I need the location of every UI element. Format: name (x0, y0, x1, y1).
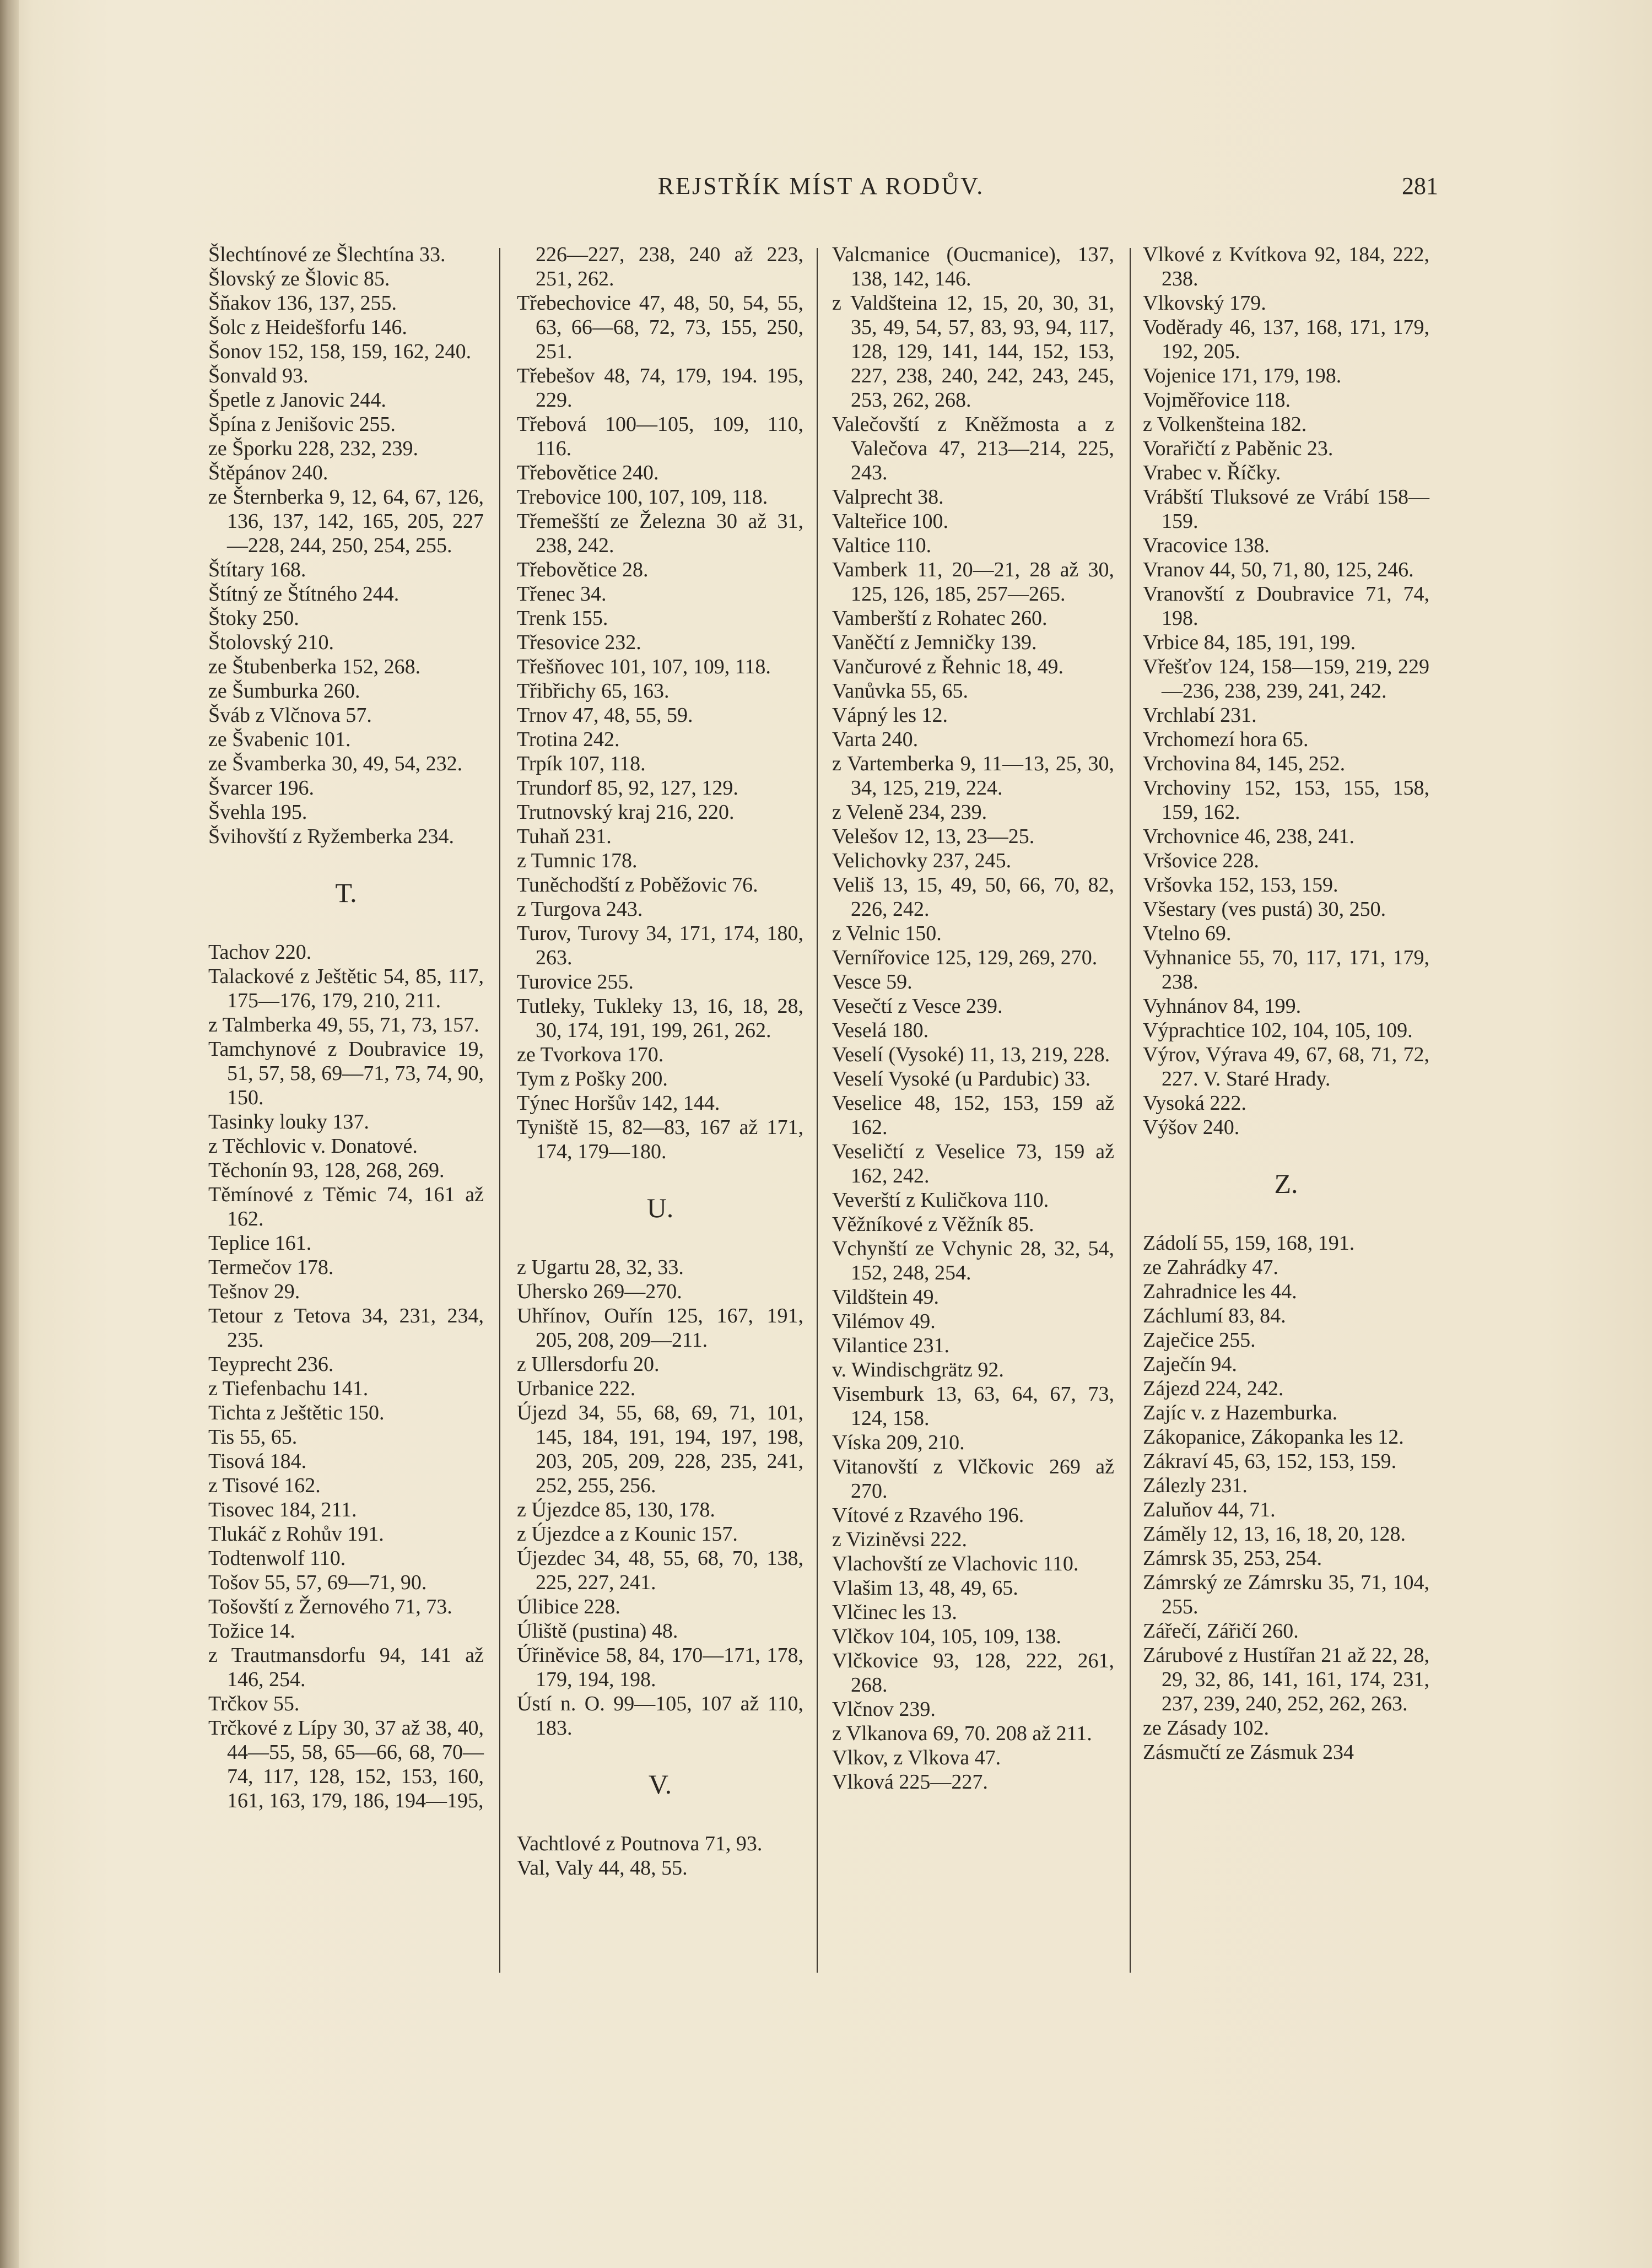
index-entry: Tis 55, 65. (208, 1425, 298, 1449)
index-entry: Vaněčtí z Jemničky 139. (832, 631, 1037, 654)
index-entry: Vorařičtí z Paběnic 23. (1143, 437, 1334, 460)
page-number: 281 (1402, 172, 1438, 199)
index-entry: Vřešťov 124, 158—159, 219, 229—236, 238, 239, 241, 242. (1143, 655, 1429, 703)
index-entry: Tichta z Ještětic 150. (208, 1401, 385, 1424)
index-entry: z Volkenšteina 182. (1143, 413, 1307, 436)
index-entry: z Vartemberka 9, 11—13, 25, 30, 34, 125, 219, 224. (832, 752, 1114, 800)
index-entry: Zaječín 94. (1143, 1353, 1237, 1376)
index-entry: Věžníkové z Věžník 85. (832, 1213, 1034, 1236)
index-entry: Veverští z Kuličkova 110. (832, 1189, 1049, 1212)
index-entry: Těmínové z Těmic 74, 161 až 162. (208, 1183, 484, 1230)
index-entry: Vlachovští ze Vlachovic 110. (832, 1552, 1079, 1575)
index-entry: Záměly 12, 13, 16, 18, 20, 128. (1143, 1522, 1406, 1546)
index-entry: ze Šternberka 9, 12, 64, 67, 126, 136, 137, 142, 165, 205, 227—228, 244, 250, 254, 255. (208, 485, 484, 557)
index-entry: Valteřice 100. (832, 510, 949, 533)
index-entry: Tetour z Tetova 34, 231, 234, 235. (208, 1304, 484, 1352)
index-entry: Ústí n. O. 99—105, 107 až 110, 183. (517, 1692, 803, 1740)
index-entry: z Těchlovic v. Donatové. (208, 1135, 418, 1158)
index-entry: z Trautmansdorfu 94, 141 až 146, 254. (208, 1644, 484, 1691)
index-entry: ze Zahrádky 47. (1143, 1256, 1278, 1279)
index-entry: ze Tvorkova 170. (517, 1043, 664, 1066)
index-column-3 (832, 242, 1114, 1794)
index-entry: Talackové z Ještětic 54, 85, 117, 175—176, 179, 210, 211. (208, 965, 484, 1012)
index-entry: Vršovka 152, 153, 159. (1143, 873, 1338, 897)
section-letter: V. (648, 1769, 672, 1800)
index-entry: Vamberští z Rohatec 260. (832, 607, 1048, 630)
index-entry: Teplice 161. (208, 1232, 312, 1255)
index-entry: Veliš 13, 15, 49, 50, 66, 70, 82, 226, 242. (832, 873, 1114, 921)
index-entry: 226—227, 238, 240 až 223, 251, 262. (536, 243, 803, 290)
index-entry: Trotina 242. (517, 728, 620, 751)
index-entry: z Újezdce 85, 130, 178. (517, 1498, 715, 1521)
index-entry: Šolc z Heidešforfu 146. (208, 316, 407, 339)
index-entry: Vyhnanice 55, 70, 117, 171, 179, 238. (1143, 946, 1429, 993)
index-entry: Zámrsk 35, 253, 254. (1143, 1547, 1322, 1570)
index-entry: Třebechovice 47, 48, 50, 54, 55, 63, 66—68, 72, 73, 155, 250, 251. (517, 291, 803, 363)
index-entry: Vlčkovice 93, 128, 222, 261, 268. (832, 1649, 1114, 1697)
index-entry: z Velnic 150. (832, 922, 942, 945)
index-entry: Tisová 184. (208, 1450, 307, 1473)
index-entry: Trčkov 55. (208, 1692, 300, 1715)
index-entry: Tožice 14. (208, 1619, 295, 1643)
index-entry: Varta 240. (832, 728, 919, 751)
index-entry: Švehla 195. (208, 801, 307, 824)
index-entry: Záchlumí 83, 84. (1143, 1304, 1286, 1327)
index-entry: Špína z Jenišovic 255. (208, 413, 396, 436)
index-entry: Vrabec v. Říčky. (1143, 461, 1281, 484)
index-entry: Štolovský 210. (208, 631, 334, 654)
running-header (204, 172, 1438, 210)
index-entry: Tutleky, Tukleky 13, 16, 18, 28, 30, 174, 191, 199, 261, 262. (517, 995, 803, 1042)
index-entry: z Viziněvsi 222. (832, 1528, 968, 1551)
index-entry: Zákraví 45, 63, 152, 153, 159. (1143, 1450, 1397, 1473)
index-entry: Výšov 240. (1143, 1116, 1240, 1139)
index-entry: Vrchovina 84, 145, 252. (1143, 752, 1346, 775)
index-entry: Trpík 107, 118. (517, 752, 646, 775)
index-entry: Valečovští z Kněžmosta a z Valečova 47, 213—214, 225, 243. (832, 413, 1114, 484)
index-column-4 (1143, 242, 1429, 1764)
index-entry: Vrchovnice 46, 238, 241. (1143, 825, 1354, 848)
index-entry: ze Štubenberka 152, 268. (208, 655, 421, 678)
index-entry: Třibřichy 65, 163. (517, 679, 670, 703)
index-entry: Těchonín 93, 128, 268, 269. (208, 1159, 445, 1182)
index-entry: Zákopanice, Zákopanka les 12. (1143, 1425, 1404, 1449)
index-entry: Valprecht 38. (832, 485, 944, 509)
index-entry: Úřiněvice 58, 84, 170—171, 178, 179, 194, 198. (517, 1644, 803, 1691)
index-entry: Termečov 178. (208, 1256, 334, 1279)
index-entry: Vachtlové z Poutnova 71, 93. (517, 1832, 763, 1855)
index-entry: ze Šporku 228, 232, 239. (208, 437, 419, 460)
index-entry: Urbanice 222. (517, 1377, 636, 1400)
index-entry: Zářečí, Zářičí 260. (1143, 1619, 1299, 1643)
index-entry: Tym z Pošky 200. (517, 1067, 668, 1090)
index-entry: Vlčinec les 13. (832, 1601, 957, 1624)
index-entry: Vančurové z Řehnic 18, 49. (832, 655, 1063, 678)
section-letter: U. (646, 1192, 674, 1223)
index-entry: Výprachtice 102, 104, 105, 109. (1143, 1019, 1413, 1042)
index-entry: Vysoká 222. (1143, 1092, 1246, 1115)
index-entry: Švarcer 196. (208, 776, 315, 800)
index-entry: Vtelno 69. (1143, 922, 1232, 945)
index-entry: ze Švamberka 30, 49, 54, 232. (208, 752, 463, 775)
index-entry: Velešov 12, 13, 23—25. (832, 825, 1035, 848)
index-entry: Vanůvka 55, 65. (832, 679, 968, 703)
index-entry: Turovice 255. (517, 970, 634, 993)
index-entry: Tuněchodští z Poběžovic 76. (517, 873, 758, 897)
index-entry: Šonov 152, 158, 159, 162, 240. (208, 340, 472, 363)
index-entry: Vranov 44, 50, 71, 80, 125, 246. (1143, 558, 1414, 581)
index-entry: Šváb z Vlčnova 57. (208, 704, 372, 727)
index-entry: Vranovští z Doubravice 71, 74, 198. (1143, 582, 1429, 630)
index-entry: Vilémov 49. (832, 1310, 936, 1333)
index-entry: Val, Valy 44, 48, 55. (517, 1856, 688, 1880)
index-entry: ze Zásady 102. (1143, 1716, 1269, 1740)
index-entry: Újezdec 34, 48, 55, 68, 70, 138, 225, 227, 241. (517, 1547, 803, 1594)
index-entry: Veselice 48, 152, 153, 159 až 162. (832, 1092, 1114, 1139)
index-entry: Šlechtínové ze Šlechtína 33. (208, 243, 446, 266)
index-entry: Zádolí 55, 159, 168, 191. (1143, 1232, 1355, 1255)
index-entry: Vlkovský 179. (1143, 291, 1266, 315)
column-divider (499, 248, 500, 1973)
index-entry: Špetle z Janovic 244. (208, 388, 386, 412)
index-entry: Šňakov 136, 137, 255. (208, 291, 397, 315)
index-entry: z Ugartu 28, 32, 33. (517, 1256, 684, 1279)
index-entry: Zajíc v. z Hazemburka. (1143, 1401, 1338, 1424)
index-entry: Všestary (ves pustá) 30, 250. (1143, 898, 1386, 921)
index-entry: Vojenice 171, 179, 198. (1143, 364, 1342, 387)
index-entry: Vápný les 12. (832, 704, 948, 727)
index-entry: Vitanovští z Vlčkovic 269 až 270. (832, 1455, 1114, 1503)
index-entry: Štítary 168. (208, 558, 306, 581)
index-entry: Úliště (pustina) 48. (517, 1619, 678, 1643)
index-entry: Vildštein 49. (832, 1286, 940, 1309)
page-title: REJSTŘÍK MÍST A RODŮV. (657, 172, 985, 199)
index-entry: Zálezly 231. (1143, 1474, 1248, 1497)
index-entry: Vesečtí z Vesce 239. (832, 995, 1003, 1018)
index-entry: Tošovští z Žernového 71, 73. (208, 1595, 452, 1618)
index-entry: z Újezdce a z Kounic 157. (517, 1522, 738, 1546)
index-entry: Úlibice 228. (517, 1595, 620, 1618)
index-entry: Vesce 59. (832, 970, 913, 993)
index-entry: Trnov 47, 48, 55, 59. (517, 704, 693, 727)
index-entry: Zahradnice les 44. (1143, 1280, 1297, 1303)
index-entry: Trutnovský kraj 216, 220. (517, 801, 735, 824)
index-entry: z Veleně 234, 239. (832, 801, 987, 824)
index-entry: Třešňovec 101, 107, 109, 118. (517, 655, 771, 678)
index-entry: Veselí (Vysoké) 11, 13, 219, 228. (832, 1043, 1110, 1066)
index-entry: Tošov 55, 57, 69—71, 90. (208, 1571, 427, 1594)
index-entry: Vchynští ze Vchynic 28, 32, 54, 152, 248, 254. (832, 1237, 1114, 1284)
index-entry: z Ullersdorfu 20. (517, 1353, 660, 1376)
index-entry: Vamberk 11, 20—21, 28 až 30, 125, 126, 185, 257—265. (832, 558, 1114, 606)
index-entry: Valcmanice (Oucmanice), 137, 138, 142, 146. (832, 243, 1114, 290)
index-entry: Vernířovice 125, 129, 269, 270. (832, 946, 1098, 969)
index-entry: Třemešští ze Železna 30 až 31, 238, 242. (517, 510, 803, 557)
index-entry: Tasinky louky 137. (208, 1110, 369, 1133)
index-entry: Štoky 250. (208, 607, 299, 630)
index-entry: Teyprecht 236. (208, 1353, 334, 1376)
index-entry: Uhřínov, Ouřín 125, 167, 191, 205, 208, 209—211. (517, 1304, 803, 1352)
index-entry: Štěpánov 240. (208, 461, 328, 484)
index-entry: Vilantice 231. (832, 1334, 949, 1357)
index-entry: Vrchomezí hora 65. (1143, 728, 1309, 751)
index-entry: Vršovice 228. (1143, 849, 1259, 872)
index-entry: Veselá 180. (832, 1019, 929, 1042)
section-letter: T. (335, 877, 357, 908)
index-entry: Visemburk 13, 63, 64, 67, 73, 124, 158. (832, 1383, 1114, 1430)
index-entry: Vlčnov 239. (832, 1698, 936, 1721)
index-entry: Trundorf 85, 92, 127, 129. (517, 776, 738, 800)
column-divider (1130, 248, 1131, 1973)
index-entry: z Tiefenbachu 141. (208, 1377, 369, 1400)
index-entry: Vítové z Rzavého 196. (832, 1504, 1024, 1527)
index-column-1 (208, 242, 484, 1813)
index-entry: Velichovky 237, 245. (832, 849, 1012, 872)
index-entry: z Turgova 243. (517, 898, 643, 921)
index-entry: Třebovětice 28. (517, 558, 649, 581)
index-entry: Trebovice 100, 107, 109, 118. (517, 485, 768, 509)
index-entry: Vracovice 138. (1143, 534, 1270, 557)
index-entry: Uhersko 269—270. (517, 1280, 682, 1303)
index-entry: Zaluňov 44, 71. (1143, 1498, 1276, 1521)
index-entry: Tlukáč z Rohův 191. (208, 1522, 384, 1546)
index-entry: Veseličtí z Veselice 73, 159 až 162, 242. (832, 1140, 1114, 1187)
index-entry: Víska 209, 210. (832, 1431, 965, 1454)
index-entry: Šonvald 93. (208, 364, 309, 387)
index-entry: Vrchoviny 152, 153, 155, 158, 159, 162. (1143, 776, 1429, 824)
index-column-2 (517, 242, 803, 1880)
section-letter: Z. (1274, 1168, 1298, 1199)
index-entry: Újezd 34, 55, 68, 69, 71, 101, 145, 184, 191, 194, 197, 198, 203, 205, 209, 228, 235, 241, 252, 255, 256. (517, 1401, 803, 1497)
index-entry: Turov, Turovy 34, 171, 174, 180, 263. (517, 922, 803, 969)
index-entry: Tuhaň 231. (517, 825, 612, 848)
index-entry: Valtice 110. (832, 534, 932, 557)
index-entry: Veselí Vysoké (u Pardubic) 33. (832, 1067, 1090, 1090)
index-entry: Třebešov 48, 74, 179, 194. 195, 229. (517, 364, 803, 412)
index-entry: Třesovice 232. (517, 631, 641, 654)
index-entry: Šlovský ze Šlovic 85. (208, 267, 390, 290)
index-entry: Vojměřovice 118. (1143, 388, 1291, 412)
index-entry: Tešnov 29. (208, 1280, 300, 1303)
index-entry: Zásmučtí ze Zásmuk 234 (1143, 1741, 1354, 1764)
index-entry: z Vlkanova 69, 70. 208 až 211. (832, 1722, 1092, 1745)
index-entry: Tisovec 184, 211. (208, 1498, 357, 1521)
index-entry: Voděrady 46, 137, 168, 171, 179, 192, 205. (1143, 316, 1429, 363)
index-entry: Tyniště 15, 82—83, 167 až 171, 174, 179—180. (517, 1116, 803, 1163)
index-entry: Třenec 34. (517, 582, 607, 606)
index-entry: Švihovští z Ryžemberka 234. (208, 825, 454, 848)
index-entry: Vlková 225—227. (832, 1770, 988, 1794)
index-entry: z Valdšteina 12, 15, 20, 30, 31, 35, 49, 54, 57, 83, 93, 94, 117, 128, 129, 141, 144, 152, 153, 227, 238, 240, 242, 243, 245, 253, 262, 268. (832, 291, 1114, 412)
index-entry: Todtenwolf 110. (208, 1547, 346, 1570)
index-entry: Vrchlabí 231. (1143, 704, 1257, 727)
index-entry: Výrov, Výrava 49, 67, 68, 71, 72, 227. V. Staré Hrady. (1143, 1043, 1429, 1090)
index-entry: Vlašim 13, 48, 49, 65. (832, 1576, 1018, 1600)
index-entry: z Tisové 162. (208, 1474, 321, 1497)
index-entry: Tamchynové z Doubravice 19, 51, 57, 58, 69—71, 73, 74, 90, 150. (208, 1038, 484, 1109)
index-entry: Vrábští Tluksové ze Vrábí 158—159. (1143, 485, 1429, 533)
index-entry: Štítný ze Štítného 244. (208, 582, 399, 606)
index-entry: Týnec Horšův 142, 144. (517, 1092, 720, 1115)
index-entry: Trčkové z Lípy 30, 37 až 38, 40, 44—55, 58, 65—66, 68, 70—74, 117, 128, 152, 153, 160, 161, 163, 179, 186, 194—195, (208, 1716, 484, 1812)
index-entry: Zaječice 255. (1143, 1329, 1256, 1352)
index-entry: Vyhnánov 84, 199. (1143, 995, 1302, 1018)
binding-edge (0, 0, 19, 2268)
index-entry: Vlkov, z Vlkova 47. (832, 1746, 1001, 1769)
index-entry: z Tumnic 178. (517, 849, 638, 872)
index-entry: Vlčkov 104, 105, 109, 138. (832, 1625, 1061, 1648)
index-entry: Třebová 100—105, 109, 110, 116. (517, 413, 803, 460)
column-divider (817, 248, 818, 1973)
index-entry: Zárubové z Hustířan 21 až 22, 28, 29, 32, 86, 141, 161, 174, 231, 237, 239, 240, 252, 262, 263. (1143, 1644, 1429, 1715)
index-entry: ze Švabenic 101. (208, 728, 351, 751)
index-entry: Vlkové z Kvítkova 92, 184, 222, 238. (1143, 243, 1429, 290)
index-entry: Třebovětice 240. (517, 461, 659, 484)
index-entry: v. Windischgrätz 92. (832, 1358, 1004, 1381)
index-entry: Zájezd 224, 242. (1143, 1377, 1284, 1400)
index-entry: Trenk 155. (517, 607, 608, 630)
index-entry: Tachov 220. (208, 941, 312, 964)
index-entry: Vrbice 84, 185, 191, 199. (1143, 631, 1356, 654)
index-entry: Zámrský ze Zámrsku 35, 71, 104, 255. (1143, 1571, 1429, 1618)
index-entry: z Talmberka 49, 55, 71, 73, 157. (208, 1013, 479, 1036)
index-entry: ze Šumburka 260. (208, 679, 360, 703)
